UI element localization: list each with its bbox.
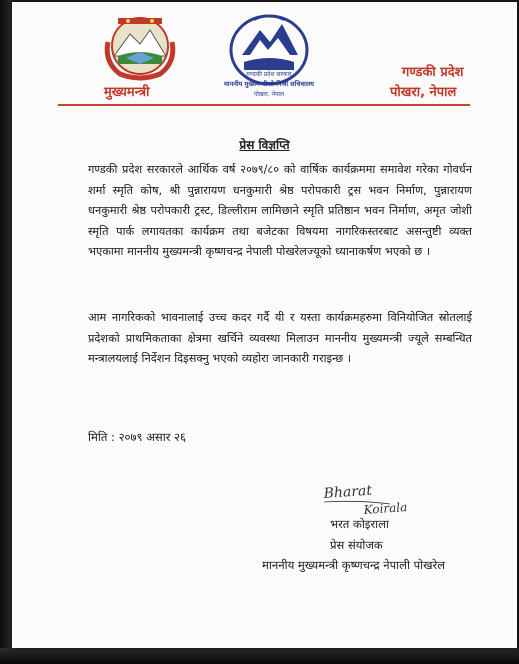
- scan-shadow-bottom: [0, 648, 519, 664]
- seal-text-line1: गण्डकी प्रदेश सरकार: [246, 71, 292, 78]
- seal-text-line3: पोखरा, नेपाल: [253, 91, 285, 98]
- chief-minister-label: मुख्यमन्त्री: [104, 85, 150, 100]
- nepal-emblem-icon: [90, 12, 190, 82]
- svg-text:Koirala: Koirala: [363, 499, 408, 517]
- signatory-name: भरत कोइराला: [330, 517, 389, 531]
- seal-text-line2: माननीय मुख्यमन्त्रीको निजी सचिवालय: [224, 80, 314, 88]
- scan-shadow-left: [0, 0, 12, 664]
- signatory-office: माननीय मुख्यमन्त्री कृष्णचन्द्र नेपाली पोखरेल: [262, 558, 446, 572]
- press-release-title: प्रेस विज्ञप्ति: [239, 138, 290, 152]
- letterhead-page: [12, 2, 517, 648]
- header-divider: [58, 104, 470, 106]
- svg-text:Bharat: Bharat: [323, 482, 373, 502]
- province-label: गण्डकी प्रदेश: [402, 65, 464, 80]
- paragraph-2: आम नागरिकको भावनालाई उच्च कदर गर्दै यी र यस्ता कार्यक्रमहरुमा विनियोजित स्रोतलाई प्रदेशको प्राथमिकताका क्षेत्रमा खर्चिने व्यवस्था मिलाउन माननीय मुख्यमन्त्री ज्यूले सम्बन्धित मन्त्रालयलाई निर्देशन दिइसक्नु भएको व्यहोरा जानकारी गराइन्छ ।: [88, 311, 472, 365]
- signatory-role: प्रेस संयोजक: [330, 538, 383, 552]
- location-label: पोखरा, नेपाल: [390, 85, 457, 100]
- office-seal-icon: [202, 10, 337, 100]
- paragraph-1: गण्डकी प्रदेश सरकारले आर्थिक वर्ष २०७९/८० को वार्षिक कार्यक्रममा समावेश गरेका गोवर्धन शर्मा स्मृति कोष, श्री पुन्नारायण धनकुमारी श्रेष्ठ परोपकारी ट्रस भवन निर्माण, पुन्नारायण धनकुमारी श्रेष्ठ परोपकारी ट्रस्ट, डिल्लीराम लामिछाने स्मृति प्रतिष्ठान भवन निर्माण, अमृत जोशी स्मृति पार्क लगायतका कार्यक्रम तथा बजेटका विषयमा नागरिकस्तरबाट असन्तुष्टी व्यक्त भएकामा माननीय मुख्यमन्त्री कृष्णचन्द्र नेपाली पोखरेलज्यूको ध्यानाकर्षण भएको छ ।: [88, 163, 472, 258]
- date-line: मिति : २०७९ असार २६: [88, 430, 187, 444]
